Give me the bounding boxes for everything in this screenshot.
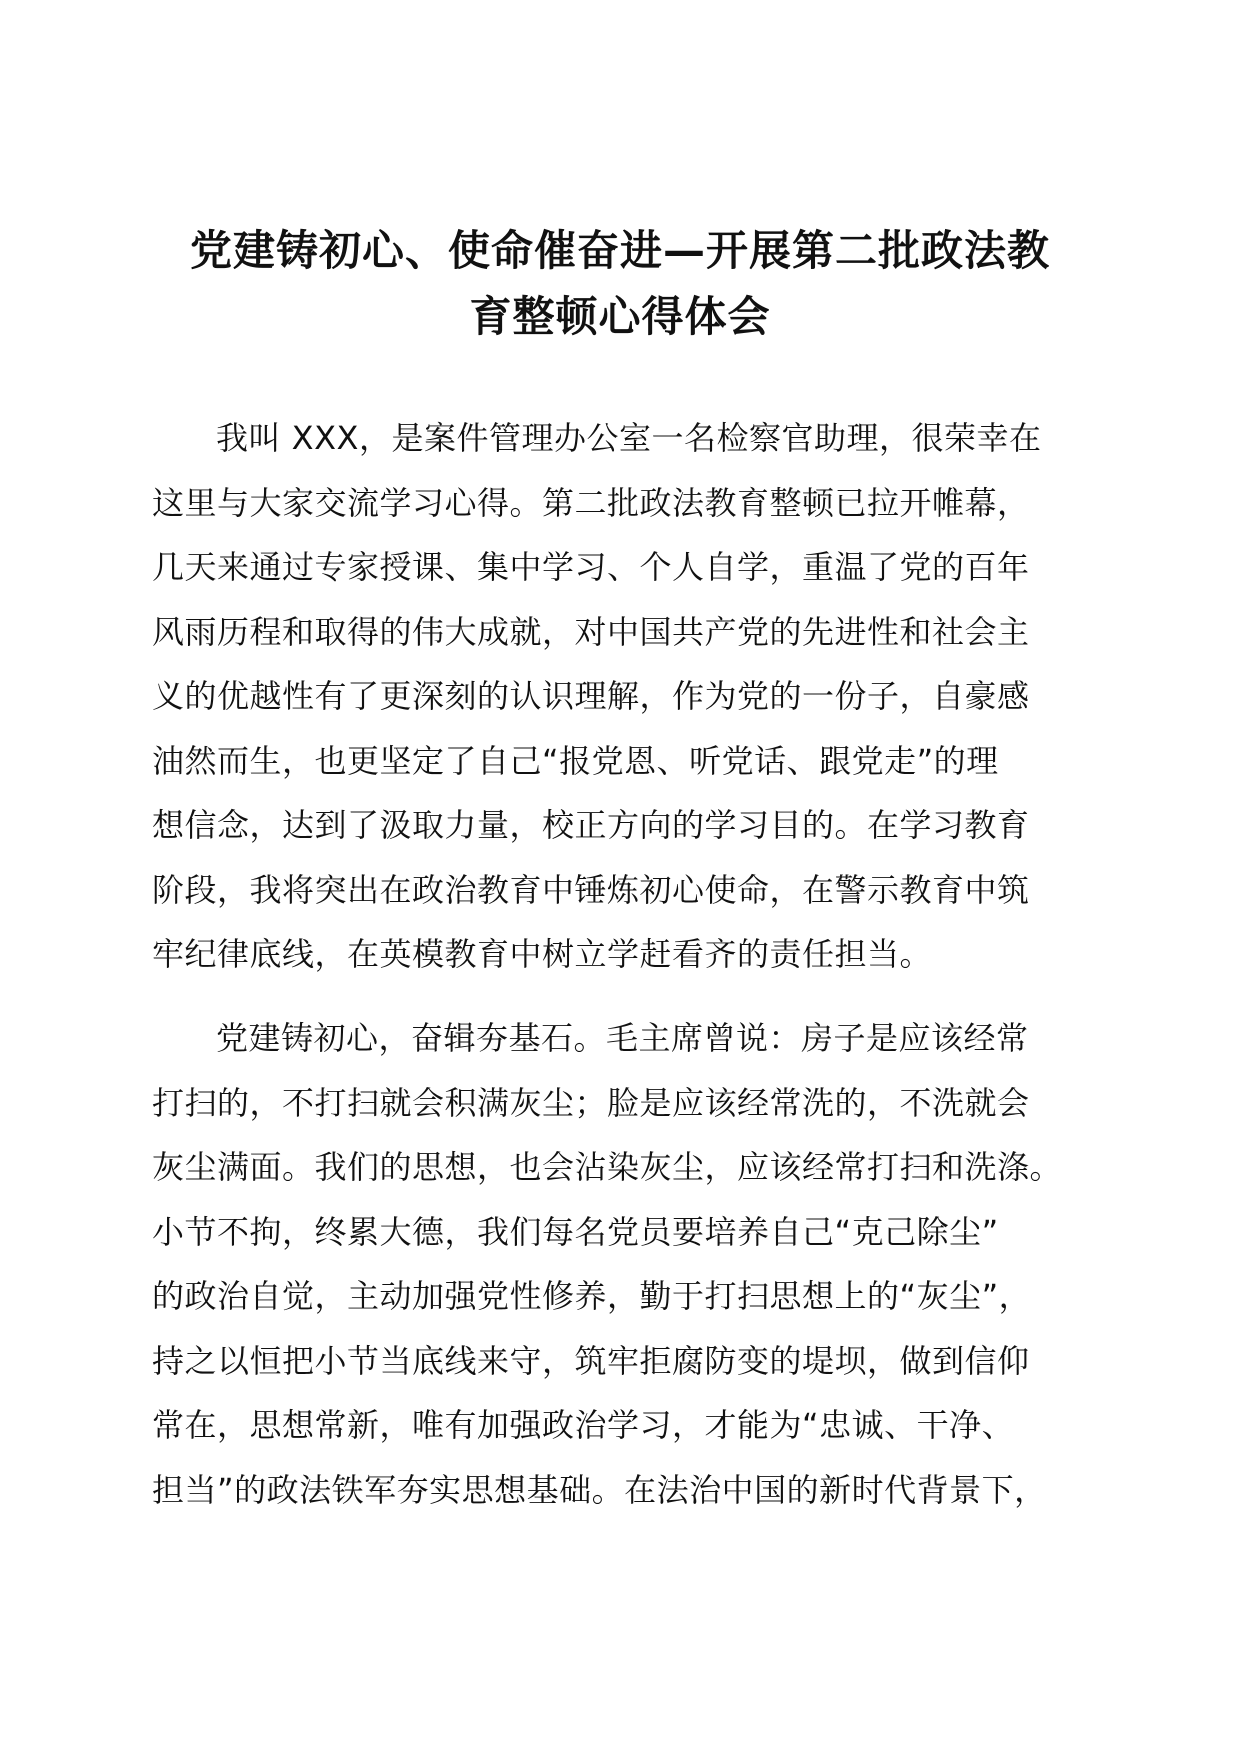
paragraph-line: 想信念，达到了汲取力量，校正方向的学习目的。在学习教育 — [152, 806, 1030, 844]
paragraph-line: 持之以恒把小节当底线来守，筑牢拒腐防变的堤坝，做到信仰 — [152, 1341, 1030, 1380]
paragraph-1 — [152, 406, 1092, 987]
paragraph-line: 小节不拘，终累大德，我们每名党员要培养自己“克己除尘” — [152, 1212, 999, 1251]
title-line-2: 育整顿心得体会 — [469, 292, 771, 341]
paragraph-line: 我叫 XXX，是案件管理办公室一名检察官助理，很荣幸在 — [216, 419, 1042, 457]
paragraph-2 — [152, 1006, 1092, 1522]
paragraph-line: 几天来通过专家授课、集中学习、个人自学，重温了党的百年 — [152, 548, 1030, 586]
paragraph-line: 的政治自觉，主动加强党性修养，勤于打扫思想上的“灰尘”， — [152, 1277, 1032, 1315]
title-line-1: 党建铸初心、使命催奋进—开展第二批政法教 — [189, 226, 1050, 275]
paragraph-line: 这里与大家交流学习心得。第二批政法教育整顿已拉开帷幕， — [152, 483, 1030, 522]
paragraph-line: 常在，思想常新，唯有加强政治学习，才能为“忠诚、干净、 — [152, 1406, 1015, 1444]
paragraph-line: 打扫的，不打扫就会积满灰尘；脸是应该经常洗的，不洗就会 — [152, 1083, 1030, 1122]
paragraph-line: 灰尘满面。我们的思想，也会沾染灰尘，应该经常打扫和洗涤。 — [152, 1148, 1063, 1186]
paragraph-line: 义的优越性有了更深刻的认识理解，作为党的一份子，自豪感 — [152, 677, 1030, 715]
paragraph-line: 牢纪律底线，在英模教育中树立学赶看齐的责任担当。 — [152, 935, 933, 973]
paragraph-line: 风雨历程和取得的伟大成就，对中国共产党的先进性和社会主 — [152, 612, 1030, 651]
paragraph-line: 担当”的政法铁军夯实思想基础。在法治中国的新时代背景下， — [152, 1470, 1047, 1509]
document-title — [150, 218, 1090, 350]
paragraph-line: 党建铸初心，奋辑夯基石。毛主席曾说：房子是应该经常 — [216, 1019, 1029, 1057]
paragraph-line: 阶段，我将突出在政治教育中锤炼初心使命，在警示教育中筑 — [152, 870, 1030, 909]
paragraph-line: 油然而生，也更坚定了自己“报党恩、听党话、跟党走”的理 — [152, 741, 999, 780]
